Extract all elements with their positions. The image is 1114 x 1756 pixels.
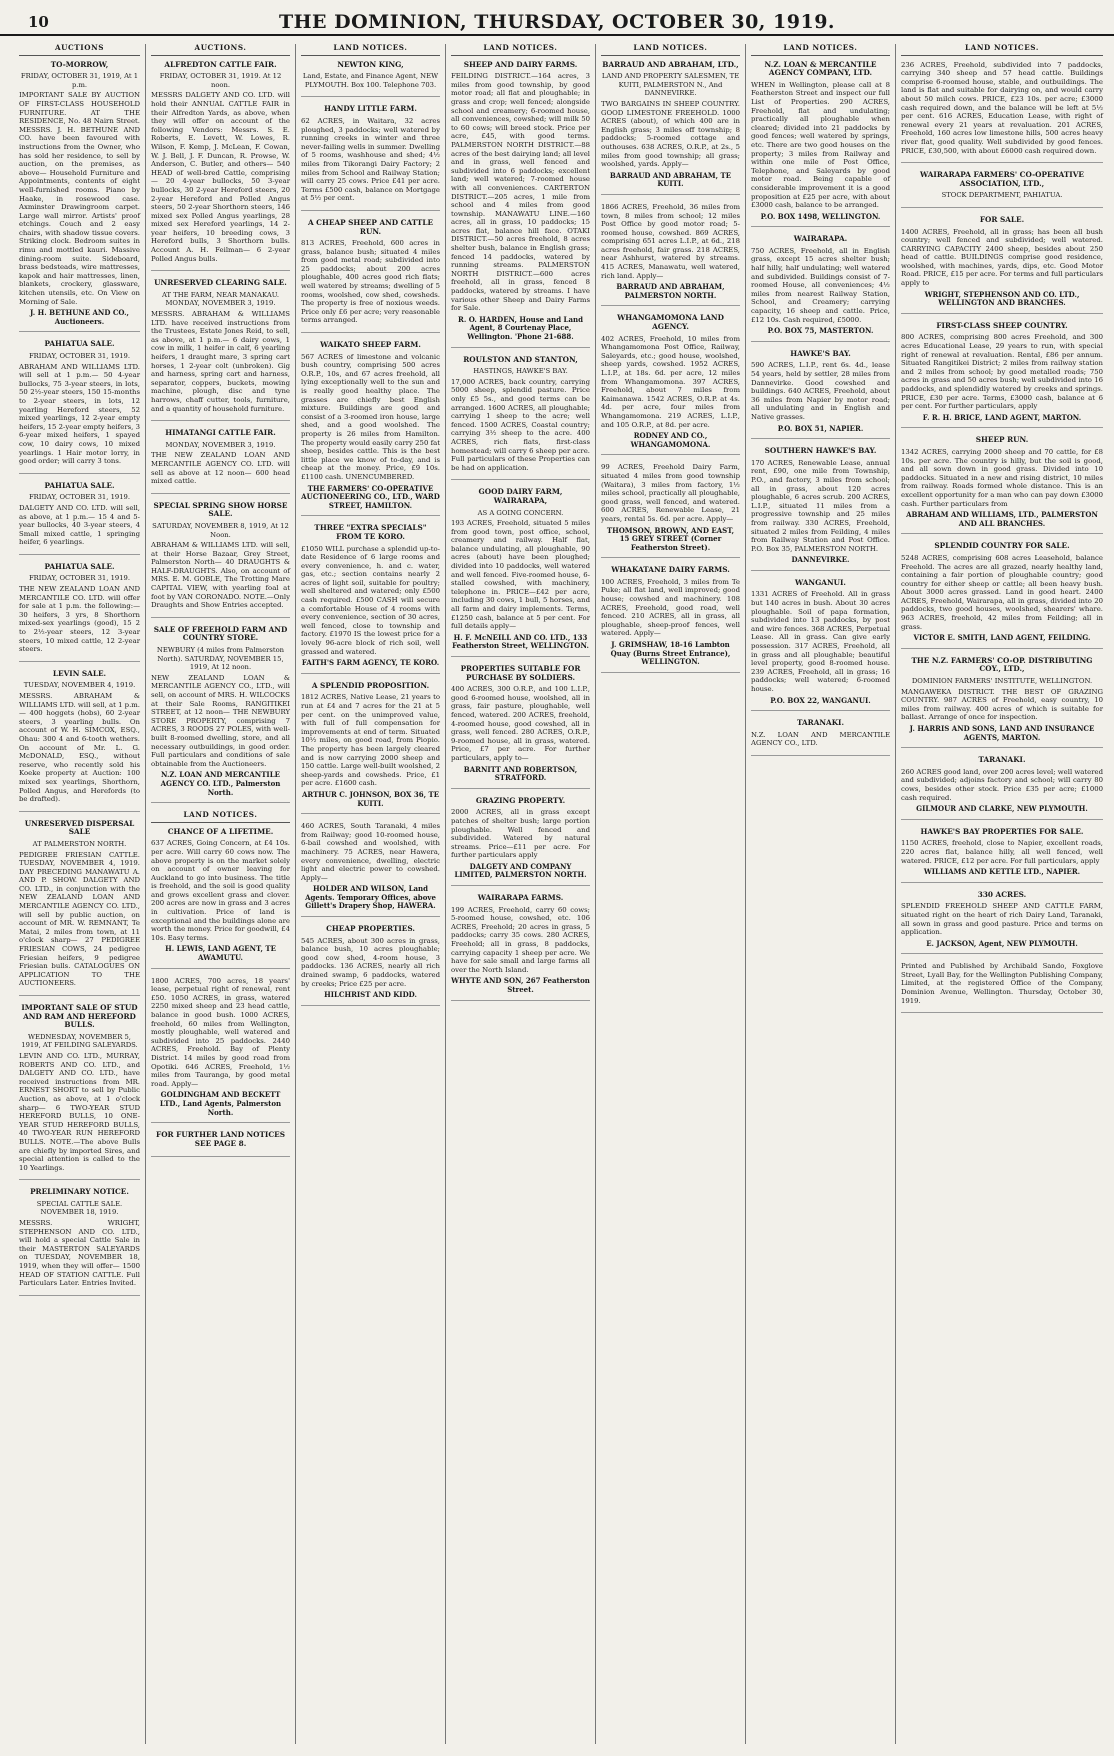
ad-body: Printed and Published by Archibald Sando, Foxglove Street, Lyall Bay, for the Wellington Publishing Company, Limited, at the registered Office of the Company, Dominion Avenue, Wellington. Thursday, October 30, 1919. (901, 962, 1103, 1005)
ad-signature: J. GRIMSHAW, 18-16 Lambton Quay (Burns Street Entrance), WELLINGTON. (610, 640, 731, 667)
ad-signature: THE FARMERS' CO-OPERATIVE AUCTIONEERING CO., LTD., WARD STREET, HAMILTON. (301, 483, 440, 510)
ad-subheading: TUESDAY, NOVEMBER 4, 1919. (23, 681, 136, 690)
ad-signature: WILLIAMS AND KETTLE LTD., NAPIER. (923, 867, 1081, 877)
columns (14, 44, 1108, 1744)
column-header: LAND NOTICES. (601, 44, 740, 56)
advertisement (301, 682, 440, 814)
ad-body: 800 ACRES, comprising 800 acres Freehold, and 300 acres Educational Lease, 29 years to run, with special right of renewal at revaluation. Rental, £86 per annum. Situated Rangitikei District; 2 miles from railway station and 2 miles from school; by good metalled roads; 750 acres in grass and 50 acres bush; well subdivided into 16 paddocks, and splendidly watered by creeks and springs. PRICE, £30 per acre. Terms, £3000 cash, balance at 6 per cent. For further particulars, apply (901, 333, 1103, 411)
advertisement (451, 665, 590, 789)
ad-signature: BARNITT AND ROBERTSON, STRATFORD. (463, 764, 578, 783)
ad-subheading: NEWBURY (4 miles from Palmerston North). SATURDAY, NOVEMBER 15, 1919, At 12 noon. (156, 646, 285, 672)
ad-heading: HAWKE'S BAY PROPERTIES FOR SALE. (920, 826, 1084, 836)
advertisement (751, 719, 890, 756)
advertisement (19, 820, 140, 996)
advertisement (901, 322, 1103, 429)
ad-body: ABRAHAM & WILLIAMS LTD. will sell, at their Horse Bazaar, Grey Street, Palmerston North— 40 DRAUGHTS & HALF-DRAUGHTS. Also, on account of MRS. E. M. GOBLE, The Trotting Mare CAPITAL VIEW, with yearling foal at foot by VAN CORONADO. NOTE.—Only Draughts and Show Entries accepted. (151, 541, 290, 610)
ad-heading: PRELIMINARY NOTICE. (30, 1187, 129, 1197)
ad-signature: F. R. H. BRICE, LAND AGENT, MARTON. (922, 412, 1082, 422)
ad-body: WHEN in Wellington, please call at 8 Featherston Street and inspect our full List of Properties. 290 ACRES, Freehold, flat and undulating; practically all ploughable when cleared; divided into 21 paddocks by good fences; well watered by springs, etc. There are two good houses on the property; 3 miles from Railway and within one mile of Post Office, Telephone, and Saleyards by good motor road. Being capable of considerable improvement it is a good proposition at £25 per acre, with about £3000 cash, balance to be arranged. (751, 80, 890, 210)
column-header: AUCTIONS. (151, 44, 290, 56)
advertisement (901, 756, 1103, 820)
ad-body: 100 ACRES, Freehold, 3 miles from Te Puke; all flat land, well improved; good house; cowshed and machinery. 108 ACRES, Freehold, good road, well fenced. 210 ACRES, all in grass, all ploughable, sheep-proof fences, well watered. Apply— (601, 577, 740, 638)
ad-heading: UNRESERVED CLEARING SALE. (154, 278, 287, 288)
ad-heading: WHANGAMOMONA LAND AGENCY. (617, 313, 724, 332)
ad-heading: FIRST-CLASS SHEEP COUNTRY. (936, 320, 1068, 330)
advertisement (19, 563, 140, 662)
advertisement (151, 279, 290, 421)
advertisement (451, 488, 590, 657)
ad-heading: GRAZING PROPERTY. (475, 795, 566, 805)
ad-body: 99 ACRES, Freehold Dairy Farm, situated 4 miles from good township (Waitara), 3 miles from factory, 1½ miles school, practically all ploughable, good grass, well fenced, and watered. 600 ACRES, Renewable Lease, 21 years, rental 5s. 6d. per acre. Apply— (601, 463, 740, 523)
ad-body: 260 ACRES good land, over 200 acres level; well watered and subdivided; adjoins factory and school; will carry 80 cows, besides other stock. Price £35 per acre; £1000 cash required. (901, 767, 1103, 802)
ad-subheading: MONDAY, NOVEMBER 3, 1919. (165, 440, 276, 449)
ad-heading: HIMATANGI CATTLE FAIR. (165, 428, 276, 438)
ad-heading: LEVIN SALE. (52, 668, 107, 678)
ad-heading: SALE OF FREEHOLD FARM AND COUNTRY STORE. (153, 624, 288, 643)
ad-heading: TO-MORROW, (50, 59, 109, 69)
ad-heading: HAWKE'S BAY. (790, 348, 851, 358)
ad-body: 1866 ACRES, Freehold, 36 miles from town, 8 miles from school; 12 miles Post Office by good motor road; 5-roomed house, cowshed. 869 ACRES, comprising 651 acres L.I.P., at 6d., 218 acres freehold, fair grass. 218 ACRES, near Ashhurst, watered by streams. 415 ACRES, Manawatu, well watered, rich land. Apply— (601, 202, 740, 280)
ad-signature: J. H. BETHUNE AND CO., Auctioneers. (30, 308, 129, 326)
ad-body: LEVIN AND CO. LTD., MURRAY, ROBERTS AND CO. LTD., and DALGETY AND CO. LTD., have received instructions from MR. ERNEST SHORT to sell by Public Auction, as above, at 1 o'clock sharp— 6 TWO-YEAR STUD HEREFORD BULLS, 10 ONE-YEAR STUD HEREFORD BULLS, 40 TWO-YEAR RUN HEREFORD BULLS. NOTE.—The above Bulls are chiefly by imported Sires, and special attention is called to the 10 Yearlings. (19, 1051, 140, 1172)
advertisement (901, 657, 1103, 748)
ad-body: 1812 ACRES, Native Lease, 21 years to run at £4 and 7 acres for the 21 at 5 per cent. on the unimproved value, with full of full compensation for improvements at end of term. Situated 10½ miles, on good road, from Piopio. The property has been largely cleared and is now carrying 2000 sheep and 150 cattle. Large well-built woolshed, 2 sheep-yards and cowsheds. Price, £1 per acre. £1600 cash. (301, 693, 440, 788)
ad-signature: GILMOUR AND CLARKE, NEW PLYMOUTH. (916, 804, 1088, 814)
advertisement (19, 670, 140, 812)
column-header: LAND NOTICES. (451, 44, 590, 56)
ad-signature: DALGETY AND COMPANY LIMITED, PALMERSTON NORTH. (454, 861, 587, 880)
ad-body: NEW ZEALAND LOAN & MERCANTILE AGENCY CO., LTD., will sell, on account of MRS. H. WILCOCKS at their Sale Rooms, RANGITIKEI STREET, at 12 noon— THE NEWBURY STORE PROPERTY, comprising 7 ACRES, 3 ROODS 27 POLES, with well-built 8-roomed dwelling, store, and all necessary outbuildings, in good order. Full particulars and conditions of sale obtainable from the Auctioneers. (151, 673, 290, 768)
ad-heading: WAIRARAPA FARMERS' CO-OPERATIVE ASSOCIATION, LTD., (920, 170, 1084, 188)
advertisement (751, 579, 890, 711)
ad-heading: ALFREDTON CATTLE FAIR. (164, 59, 277, 69)
advertisement (901, 216, 1103, 314)
advertisement (601, 314, 740, 455)
ad-subheading: SPECIAL CATTLE SALE. NOVEMBER 18, 1919. (36, 1199, 123, 1217)
ad-body: MESSRS. ABRAHAM & WILLIAMS LTD. will sell, at 1 p.m.— 400 hoggets (hobs), 60 2-year steers, 3 yearling bulls. On account of W. H. SIMCOX, ESQ., Ohau: 300 4 and 6-tooth wethers. On account of Mr. L. G. McDONALD, ESQ., without reserve, who recently sold his Koeke property at Auction: 100 mixed sex yearlings, Shorthorn, Polled Angus, and Herefords (to be drafted). (19, 692, 140, 804)
ad-subheading: FRIDAY, OCTOBER 31, 1919. At 12 noon. (159, 72, 282, 89)
ad-heading: IMPORTANT SALE OF STUD AND RAM AND HEREFORD BULLS. (21, 1003, 138, 1030)
ad-subheading: FRIDAY, OCTOBER 31, 1919, At 1 p.m. (20, 72, 139, 89)
ad-heading: 330 ACRES. (977, 889, 1027, 899)
ad-heading: WAIRARAPA FARMS. (477, 893, 564, 903)
column-header: AUCTIONS (19, 44, 140, 56)
ad-body: 1800 ACRES, 700 acres, 18 years' lease, perpetual right of renewal, rent £50. 1050 ACRES, in grass, watered 2250 mixed sheep and 23 head cattle, balance in good bush. 1000 ACRES, freehold, 60 miles from Wellington, mostly ploughable, well watered and subdivided into 25 paddocks. 2440 ACRES, Freehold. Bay of Plenty District. 14 miles by good road from Opotiki. 646 ACRES, Freehold, 1½ miles from Tauranga, by good metal road. Apply— (151, 976, 290, 1088)
ad-body: THE NEW ZEALAND LOAN AND MERCANTILE AGENCY CO. LTD. will sell as above at 12 noon— 600 head mixed cattle. (151, 451, 290, 486)
advertisement (301, 105, 440, 211)
ad-heading: TARANAKI. (796, 718, 845, 728)
ad-signature: BARRAUD AND ABRAHAM, TE KUITI. (609, 170, 732, 189)
advertisement (601, 61, 740, 195)
ad-heading: BARRAUD AND ABRAHAM, LTD., (602, 59, 739, 69)
ad-body: SPLENDID FREEHOLD SHEEP AND CATTLE FARM, situated right on the heart of rich Dairy Land, Taranaki, all sown in grass and good pasture. Price and terms on application. (901, 902, 1103, 937)
masthead (0, 10, 1114, 36)
advertisement (151, 1131, 290, 1157)
ad-body: 193 ACRES, Freehold, situated 5 miles from good town, post office, school, creamery and railway. Half flat, balance undulating, all ploughable, 90 acres (about) have been ploughed; divided into 10 paddocks, well watered and well fenced. Five-roomed house, 6-stalled cowshed, with machinery, telephone in. PRICE—£42 per acre, including 30 cows, 1 bull, 5 horses, and all farm and dairy implements. Terms, £1250 cash, balance at 5 per cent. For full details apply— (451, 519, 590, 631)
ad-heading: THREE "EXTRA SPECIALS" FROM TE KORO. (314, 523, 427, 541)
ad-heading: FOR FURTHER LAND NOTICES SEE PAGE 8. (156, 1130, 285, 1148)
advertisement (301, 524, 440, 674)
ad-signature: HILCHRIST AND KIDD. (324, 990, 417, 1000)
ad-signature: HOLDER AND WILSON, Land Agents. Temporary Offices, above Gillett's Drapery Shop, HAWERA. (305, 884, 436, 911)
ad-body: 2000 ACRES, all in grass except patches of shelter bush; large portion ploughable. Well fenced and subdivided. Watered by natural streams. Price—£11 per acre. For further particulars apply (451, 808, 590, 860)
advertisement (451, 61, 590, 348)
ad-body: 590 ACRES, L.I.P., rent 6s. 4d., lease 54 years, held by settler, 28 miles from Dannevirke. Good cowshed and buildings. 640 ACRES, Freehold, about 36 miles from Napier by motor road; all undulating and in English and Native grasses. (751, 361, 890, 421)
advertisement (301, 341, 440, 516)
ad-signature: E. JACKSON, Agent, NEW PLYMOUTH. (926, 938, 1078, 948)
column-header: LAND NOTICES. (301, 44, 440, 56)
advertisement (901, 171, 1103, 208)
page-number: 10 (28, 13, 49, 31)
ad-subheading: FRIDAY, OCTOBER 31, 1919. (28, 493, 131, 502)
ad-signature: ARTHUR C. JOHNSON, BOX 36, TE KUITI. (301, 789, 440, 808)
ad-subheading: HASTINGS, HAWKE'S BAY. (473, 367, 568, 376)
advertisement (151, 626, 290, 803)
ad-signature: H. LEWIS, LAND AGENT, TE AWAMUTU. (165, 944, 276, 963)
section-header: LAND NOTICES. (151, 811, 290, 823)
ad-heading: NEWTON KING, (337, 59, 404, 69)
advertisement (751, 447, 890, 571)
advertisement (901, 542, 1103, 649)
ad-body: 567 ACRES of limestone and volcanic bush country, comprising 500 acres O.R.P., 10s, and 67 acres freehold, all lying exceptionally well to the sun and is really good healthy place. The grasses are chiefly best English mixture. Buildings are good and consist of a 3-roomed iron house, large shed, and a good woolshed. The property is 26 miles from Hamilton. The property would easily carry 250 fat sheep, besides cattle. This is the best little place we know of to-day, and is cheap at the money. Price, £9 10s. £1100 cash. UNENCUMBERED. (301, 352, 440, 481)
ad-heading: A CHEAP SHEEP AND CATTLE RUN. (307, 217, 434, 236)
ad-body: MANGAWEKA DISTRICT. THE BEST OF GRAZING COUNTRY. 987 ACRES of Freehold, easy country, 10 miles from railway. 400 acres of which is suitable for ballast. Arrange of once for inspection. (901, 687, 1103, 722)
ad-subheading: DOMINION FARMERS' INSTITUTE, WELLINGTON. (911, 677, 1093, 686)
ad-subheading: Land, Estate, and Finance Agent, NEW PLYMOUTH. Box 100. Telephone 703. (302, 72, 439, 89)
ad-body: 170 ACRES, Renewable Lease, annual rent, £90, one mile from Township, P.O., and factory, 3 miles from school; all in grass, about 120 acres ploughable, 6 acres scrub. 200 ACRES, L.I.P., situated 11 miles from a progressive township and 25 miles from railway. 330 ACRES, Freehold, situated 2 miles from Feilding, 4 miles from Railway Station and Post Office. P.O. Box 35, PALMERSTON NORTH. (751, 458, 890, 553)
ad-body: IMPORTANT SALE BY AUCTION OF FIRST-CLASS HOUSEHOLD FURNITURE. AT THE RESIDENCE, No. 48 Nairn Street. MESSRS. J. H. BETHUNE AND CO. have been favoured with instructions from the Owner, who has sold her residence, to sell by auction, on the premises, as above— Household Furniture and Appointments, contents of eight well-furnished rooms. Piano by Haake, in rosewood case. Axminster Drawingroom carpet. Large wall mirror. Artists' proof etchings. Couch and 2 easy chairs, with shadow tissue covers. Striking clock. Bedroom suites in rimu and mottled kauri. Massive dining-room suite. Sideboard, brass bedsteads, wire mattresses, kapok and hair mattresses, linen, blankets, crockery, glassware, kitchen utensils, etc. On View on Morning of Sale. (19, 91, 140, 306)
ad-body: 460 ACRES, South Taranaki, 4 miles from Railway; good 10-roomed house, 6-bail cowshed and woolshed, with machinery. 75 ACRES, near Hawera, every convenience, dwelling, electric light and electric power to cowshed. Apply— (301, 822, 440, 882)
advertisement (151, 977, 290, 1124)
advertisement (301, 822, 440, 917)
ad-heading: SOUTHERN HAWKE'S BAY. (764, 446, 877, 456)
advertisement (601, 463, 740, 558)
ad-body: THE NEW ZEALAND LOAN AND MERCANTILE CO. LTD. will offer for sale at 1 p.m. the following:— 30 heifers, 3 yrs, 8 Shorthorn mixed-sex yearlings (good), 15 2 to 2½-year steers, 12 3-year steers, 10 mixed cattle, 12 2-year steers. (19, 585, 140, 654)
advertisement (901, 61, 1103, 164)
ad-signature: RODNEY AND CO., WHANGAMOMONA. (630, 431, 711, 449)
ad-signature: J. HARRIS AND SONS, LAND AND INSURANCE AGENTS, MARTON. (909, 724, 1095, 742)
column-4 (446, 44, 596, 1744)
ad-body: MESSRS. ABRAHAM & WILLIAMS LTD. have received instructions from the Trustees, Estate Jones Reid, to sell, as above, at 1 p.m.— 6 dairy cows, 1 cow in milk, 1 heifer in calf, 6 yearling heifers, 1 draught mare, 3 spring cart horses, 1 2-year colt (unbroken). Gig and harness, spring cart and harness, separator, coppers, buckets, mowing machine, plough, disc and tyne harrows, chaff cutter, tools, furniture, and a quantity of household furniture. (151, 310, 290, 413)
ad-body: FEILDING DISTRICT.—164 acres, 3 miles from good township, by good motor road; all flat and ploughable; in grass and crop; well fenced; alongside school and creamery; 6-roomed house, all conveniences, cowshed; will milk 50 to 60 cows; will breed stock. Price per acre, £45, with good terms. PALMERSTON NORTH DISTRICT.—88 acres of the best dairying land; all level and in grass, well fenced and subdivided into 6 paddocks; excellent land; well watered; 7-roomed house with all conveniences. CARTERTON DISTRICT.—205 acres, 1 mile from school and 4 miles from good township. MANAWATU LINE.—160 acres, all in grass, 10 paddocks; 15 acres flat, balance hill face. OTAKI DISTRICT.—50 acres freehold, 8 acres shelter bush, balance in English grass; fenced 14 paddocks, watered by running streams. PALMERSTON NORTH DISTRICT.—600 acres freehold, all in grass, fenced 8 paddocks, watered by streams. I have various other Sheep and Dairy Farms for Sale. (451, 72, 590, 313)
ad-signature: P.O. BOX 22, WANGANUI. (770, 695, 871, 705)
advertisement (151, 502, 290, 618)
ad-subheading: AT PALMERSTON NORTH. (32, 839, 127, 848)
ad-body: 62 ACRES, in Waitara, 32 acres ploughed, 3 paddocks; well watered by running creeks in winter and three never-failing wells in summer. Dwelling of 5 rooms, washhouse and shed; 4½ miles from Tikorangi Dairy Factory; 2 miles from School and Railway Station; will carry 25 cows. Price £41 per acre. Terms £500 cash, balance on Mortgage at 5½ per cent. (301, 116, 440, 203)
ad-heading: ROULSTON AND STANTON, (463, 354, 578, 364)
ad-subheading: LAND AND PROPERTY SALESMEN, TE KUITI, PALMERSTON N., And DANNEVIRKE. (601, 72, 740, 98)
ad-subheading: WEDNESDAY, NOVEMBER 5, 1919, AT FEILDING SALEYARDS. (21, 1032, 138, 1050)
ad-subheading: FRIDAY, OCTOBER 31, 1919. (28, 352, 131, 360)
advertisement (451, 797, 590, 886)
column-header: LAND NOTICES. (751, 44, 890, 56)
ad-body: 1331 ACRES of Freehold. All in grass but 140 acres in bush. About 30 acres ploughable. Soil of papa formation, subdivided into 13 paddocks, by post and wire fences. 368 ACRES, Perpetual Lease. All in grass. Can give early possession. 317 ACRES, Freehold, all in grass and all ploughable; beautiful level property, good 8-roomed house. 239 ACRES, Freehold, all in grass; 16 paddocks; well watered; 6-roomed house. (751, 590, 890, 693)
ad-heading: CHANCE OF A LIFETIME. (167, 826, 274, 836)
ad-signature: GOLDINGHAM AND BECKETT LTD., Land Agents, Palmerston North. (159, 1090, 282, 1117)
ad-heading: A SPLENDID PROPOSITION. (311, 680, 430, 690)
column-5 (596, 44, 746, 1744)
ad-heading: CHEAP PROPERTIES. (326, 924, 415, 934)
ad-signature: ABRAHAM AND WILLIAMS, LTD., PALMERSTON AND ALL BRANCHES. (906, 510, 1098, 528)
page-title: THE DOMINION, THURSDAY, OCTOBER 30, 1919. (278, 11, 836, 33)
advertisement (19, 340, 140, 473)
ad-subheading: AS A GOING CONCERN. (477, 508, 564, 517)
ad-body: 1400 ACRES, Freehold, all in grass; has been all bush country; well fenced and subdivided; well watered. CARRYING CAPACITY 2400 sheep, besides about 250 head of cattle. BUILDINGS comprise good residence, woolshed, with machines, yards, dips, etc. Good Motor Road. PRICE, £15 per acre. For terms and full particulars apply to (901, 227, 1103, 288)
advertisement (19, 1004, 140, 1180)
ad-body: PEDIGREE FRIESIAN CATTLE. TUESDAY, NOVEMBER 4, 1919. DAY PRECEDING MANAWATU A. AND P. SHOW. DALGETY AND CO. LTD., in conjunction with the NEW ZEALAND LOAN AND MERCANTILE AGENCY CO. LTD., will sell by public auction, on account of MR. W. REMNANT, Te Matai, 2 miles from town, at 11 o'clock sharp— 27 PEDIGREE FRIESIAN COWS, 24 pedigree Friesian heifers, 9 pedigree Friesian bulls. CATALOGUES ON APPLICATION TO THE AUCTIONEERS. (19, 850, 140, 988)
advertisement (751, 235, 890, 342)
advertisement (601, 203, 740, 307)
ad-signature: THOMSON, BROWN, AND EAST, 15 GREY STREET (Corner Featherston Street). (606, 525, 735, 552)
ad-body: N.Z. LOAN AND MERCANTILE AGENCY CO., LTD. (751, 730, 890, 748)
ad-signature: P.O. BOX 1498, WELLINGTON. (760, 211, 881, 221)
advertisement (751, 350, 890, 439)
ad-body: 17,000 ACRES, back country, carrying 5000 sheep, splendid pasture. Price only £5 5s., and good terms can be arranged. 1600 ACRES, all ploughable; carrying 1 sheep to the acre; well fenced. 1500 ACRES, Coastal country; carrying 3½ sheep to the acre. 400 ACRES, rich flats, first-class homestead; will carry 6 sheep per acre. Full particulars of these Properties can be had on application. (451, 377, 590, 472)
advertisement (901, 962, 1103, 1013)
column-3 (296, 44, 446, 1744)
advertisement (151, 429, 290, 494)
column-2 (146, 44, 296, 1744)
ad-body: 236 ACRES, Freehold, subdivided into 7 paddocks, carrying 340 sheep and 57 head cattle. Buildings comprise 6-roomed house, stable, and outbuildings. The land is flat and suitable for dairying on, and would carry about 50 milch cows. PRICE, £23 10s. per acre; £3000 cash required down, and the balance will be left at 5½ per cent. 616 ACRES, Education Lease, with right of renewal every 21 years at revaluation. 201 ACRES, Freehold, 160 acres low limestone hills, 500 acres heavy river flat, good quality. Well subdivided by good fences. PRICE, £30,500, with about £6000 cash required down. (901, 60, 1103, 155)
ad-signature: WRIGHT, STEPHENSON AND CO. LTD., WELLINGTON AND BRANCHES. (924, 289, 1080, 308)
ad-subheading: AT THE FARM, NEAR MANAKAU. MONDAY, NOVEMBER 3, 1919. (161, 290, 280, 308)
ad-heading: SPECIAL SPRING SHOW HORSE SALE. (153, 500, 288, 519)
ad-heading: GOOD DAIRY FARM, WAIRARAPA, (478, 487, 563, 505)
ad-heading: WAIKATO SHEEP FARM. (320, 340, 421, 350)
ad-heading: TARANAKI. (978, 755, 1026, 765)
ad-body: MESSRS DALGETY AND CO. LTD. will hold their ANNUAL CATTLE FAIR in their Alfredton Yards, as above, when they will offer on account of the following Vendors: Messrs. S. E. Roberts, E. Levett, W. Lowes, R. Wilson, F. Kemp, J. McLean, F. Cowan, W. J. Bell, J. F. Duncan, R. Prowse, W. Anderson, C. Butler, and others— 540 HEAD of well-bred Cattle, comprising— 20 4-year bullocks, 50 3-year bullocks, 30 2-year Hereford steers, 20 2-year Hereford and Polled Angus steers, 50 2-year Shorthorn steers, 146 mixed sex Polled Angus yearlings, 28 mixed sex Hereford yearlings, 14 2-year heifers, 10 breeding cows, 3 Hereford bulls, 3 Shorthorn bulls. Account A. H. Feilman— 6 2-year Polled Angus bulls. (151, 91, 290, 263)
ad-heading: PAHIATUA SALE. (44, 480, 115, 490)
ad-body: ABRAHAM AND WILLIAMS LTD. will sell at 1 p.m.— 50 4-year bullocks, 75 3-year steers, in lots, 50 2½-year steers, 150 15-months to 2-year steers, in lots, 12 yearling Hereford steers, 52 mixed yearlings, 12 2-year empty heifers, 15 2-year empty heifers, 3 6-year mixed heifers, 1 spayed cow, 10 dairy cows, 10 mixed yearlings. 1 Hair motor lorry, in good order; will carry 3 tons. (19, 362, 140, 466)
ad-heading: PROPERTIES SUITABLE FOR PURCHASE BY SOLDIERS. (460, 664, 581, 682)
advertisement (301, 925, 440, 1006)
ad-body: 5248 ACRES, comprising 608 acres Leasehold, balance Freehold. The acres are all grazed, nearly healthy land, containing a fair portion of ploughable country; good country for either sheep or cattle; all been heavy bush. About 3000 acres grassed. Land in good heart. 2400 ACRES, Freehold, Wairarapa, all in grass, divided into 20 paddocks, two good houses, woolshed, shearers' whare. 963 ACRES, freehold, 42 miles from Feilding; all in grass. (901, 553, 1103, 631)
advertisement (19, 61, 140, 333)
ad-heading: WANGANUI. (795, 577, 846, 587)
ad-body: 750 ACRES, Freehold, all in English grass, except 15 acres shelter bush; half hilly, half undulating; well watered and subdivided. Buildings consist of 7-roomed House, all conveniences; 4½ miles from nearest Railway Station, School, and Creamery; carrying capacity, 16 sheep and cattle. Price, £12 10s. Cash required, £5000. (751, 246, 890, 324)
ad-heading: SHEEP AND DAIRY FARMS. (463, 59, 578, 69)
ad-heading: WAIRARAPA. (793, 234, 848, 244)
advertisement (901, 436, 1103, 534)
ad-signature: R. O. HARDEN, House and Land Agent, 8 Courtenay Place, Wellington. 'Phone 21-688. (458, 314, 583, 341)
ad-signature: VICTOR E. SMITH, LAND AGENT, FEILDING. (913, 633, 1091, 643)
column-6 (746, 44, 896, 1744)
ad-body: 1150 ACRES, freehold, close to Napier, excellent roads, 220 acres flat, balance hilly, all well fenced, well watered. PRICE, £12 per acre. For full particulars, apply (901, 839, 1103, 865)
ad-body: 400 ACRES, 300 O.R.P., and 100 L.I.P., good 6-roomed house, woolshed, all in grass, fair pasture, ploughable, well fenced, watered. 200 ACRES, freehold, 4-roomed house, good cowshed, all in grass, well fenced. 280 ACRES, O.R.P., 9-roomed house, all in grass, watered. Price, £7 per acre. For further particulars, apply to— (451, 685, 590, 762)
ad-heading: N.Z. LOAN & MERCANTILE AGENCY COMPANY, LTD. (764, 59, 877, 78)
ad-body: TWO BARGAINS IN SHEEP COUNTRY. GOOD LIMESTONE FREEHOLD. 1000 ACRES (about), of which 400 are in English grass; 3 miles off township; 8 paddocks; 5-roomed cottage and outhouses. 638 ACRES, O.R.P., at 2s., 5 miles from good township; all grass; woolshed, yards. Apply— (601, 99, 740, 169)
advertisement (301, 61, 440, 98)
advertisement (601, 566, 740, 673)
advertisement (19, 482, 140, 555)
ad-heading: HANDY LITTLE FARM. (324, 104, 417, 114)
ad-subheading: SATURDAY, NOVEMBER 8, 1919, At 12 Noon. (152, 521, 289, 539)
advertisement (19, 1188, 140, 1296)
column-1 (14, 44, 146, 1744)
advertisement (301, 219, 440, 333)
ad-body: £1050 WILL purchase a splendid up-to-date Residence of 6 large rooms and every convenience, h. and c. water, gas, etc.; section contains nearly 2 acres of light soil, suitable for poultry; well sheltered and watered; only £500 cash required. £500 CASH will secure a comfortable House of 4 rooms with every convenience, section of 30 acres, well fenced, close to township and factory. £1970 IS the lowest price for a lovely 96-acre block of rich soil, well grassed and watered. (301, 544, 440, 656)
ad-signature: P.O. BOX 75, MASTERTON. (767, 326, 874, 336)
ad-signature: H. F. McNEILL AND CO. LTD., 133 Featherston Street, WELLINGTON. (452, 632, 589, 651)
ad-heading: SPLENDID COUNTRY FOR SALE. (934, 541, 1070, 551)
advertisement (751, 61, 890, 228)
advertisement (451, 894, 590, 1001)
ad-heading: WHAKATANE DAIRY FARMS. (611, 565, 730, 575)
column-header: LAND NOTICES. (901, 44, 1103, 56)
ad-signature: N.Z. LOAN AND MERCANTILE AGENCY CO. LTD., Palmerston North. (160, 770, 281, 797)
ad-body: MESSRS. WRIGHT, STEPHENSON AND CO. LTD., will hold a special Cattle Sale in their MASTERTON SALEYARDS on TUESDAY, NOVEMBER 18, 1919, when they will offer— 1500 HEAD OF STATION CATTLE. Full Particulars Later. Entries Invited. (19, 1219, 140, 1288)
advertisement (901, 891, 1103, 955)
ad-body: 199 ACRES, Freehold, carry 60 cows; 5-roomed house, cowshed, etc. 106 ACRES, Freehold; 20 acres in grass, 5 paddocks; carry 35 cows. 280 ACRES, Freehold; all in grass, 8 paddocks, carrying capacity 1 sheep per acre. We have for sale small and large farms all over the North Island. (451, 905, 590, 974)
ad-heading: PAHIATUA SALE. (44, 561, 115, 571)
ad-body: 1342 ACRES, carrying 2000 sheep and 70 cattle, for £8 10s. per acre. The country is hilly, but the soil is good, and all sown down in good grass. Divided into 10 paddocks. Situated in a new and rising district, 10 miles from railway. Roads formed whole distance. This is an excellent opportunity for a man who can pay down £3000 cash. Further particulars from (901, 447, 1103, 508)
ad-subheading: STOCK DEPARTMENT, PAHIATUA. (941, 191, 1063, 200)
ad-heading: PAHIATUA SALE. (44, 339, 115, 349)
ad-heading: SHEEP RUN. (975, 435, 1029, 445)
ad-signature: BARRAUD AND ABRAHAM, PALMERSTON NORTH. (616, 282, 725, 300)
ad-body: 402 ACRES, Freehold, 10 miles from Whangamomona Post Office, Railway, Saleyards, etc.; good house, woolshed, sheep yards, cowshed. 1952 ACRES, L.I.P., at 18s. 6d. per acre, 12 miles from Whangamomona. 397 ACRES, Freehold, about 7 miles from Kaimanawa. 1542 ACRES, O.R.P. at 4s. 4d. per acre, four miles from Whangamomona. 219 ACRES, L.I.P., and 105 O.R.P., at 8d. per acre. (601, 334, 740, 429)
ad-body: 545 ACRES, about 300 acres in grass, balance bush, 10 acres ploughable; good cow shed, 4-room house, 3 paddocks. 136 ACRES, nearly all rich drained swamp, 6 paddocks, watered by creeks; Price £25 per acre. (301, 936, 440, 988)
advertisement (901, 828, 1103, 883)
ad-signature: P.O. BOX 51, NAPIER. (777, 423, 864, 433)
advertisement (151, 61, 290, 272)
ad-signature: DANNEVIRKE. (791, 555, 850, 565)
ad-signature: WHYTE AND SON, 267 Featherston Street. (451, 976, 590, 994)
ad-body: DALGETY AND CO. LTD. will sell, as above, at 1 p.m.— 15 4 and 5-year bullocks, 40 3-year steers, 4 Small mixed cattle, 1 springing heifer, 6 yearlings. (19, 503, 140, 547)
ad-body: 813 ACRES, Freehold, 600 acres in grass, balance bush; situated 4 miles from good metal road; subdivided into 25 paddocks; about 200 acres ploughable, 400 acres good rich flats; well watered by streams; dwelling of 5 rooms, woolshed, cow shed, cowsheds. The property is free of noxious weeds. Price only £6 per acre; very reasonable terms arranged. (301, 239, 440, 325)
ad-heading: UNRESERVED DISPERSAL SALE (24, 818, 135, 837)
column-7 (896, 44, 1108, 1744)
advertisement (151, 828, 290, 969)
ad-heading: THE N.Z. FARMERS' CO-OP. DISTRIBUTING COY., LTD., (911, 655, 1093, 674)
ad-heading: FOR SALE. (979, 214, 1025, 224)
advertisement (451, 356, 590, 481)
ad-body: 637 ACRES, Going Concern, at £4 10s. per acre. Will carry 60 cows now. The above property is on the market solely on account of owner leaving for Auckland to go into business. The title is freehold, and the soil is good quality and grows excellent grass and clover. 200 acres are now in grass and 3 acres in cultivation. Price of land is exceptional and the buildings alone are worth the money. Price for goodwill, £4 10s. Easy terms. (151, 839, 290, 942)
ad-subheading: FRIDAY, OCTOBER 31, 1919. (28, 574, 131, 583)
ad-signature: FAITH'S FARM AGENCY, TE KORO. (301, 658, 440, 668)
